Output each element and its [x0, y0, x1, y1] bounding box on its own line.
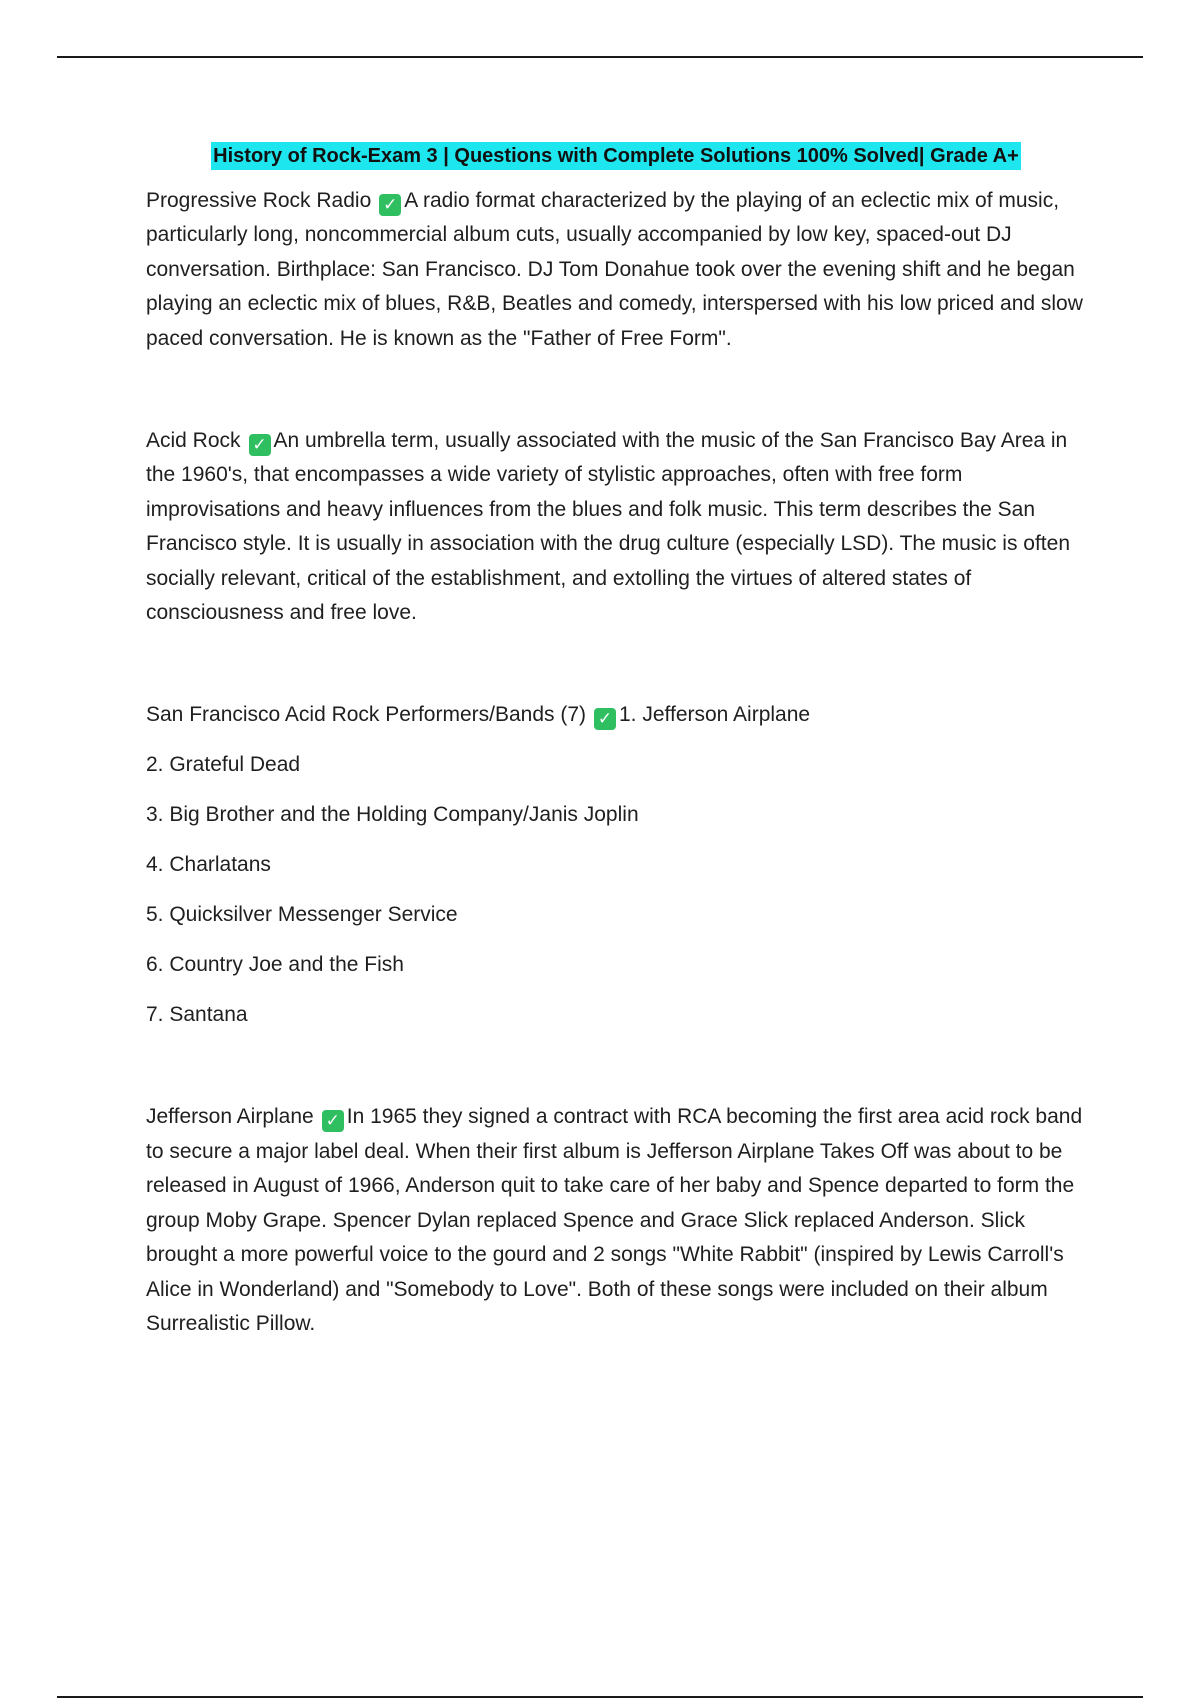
qa-entry-acid-rock — [146, 424, 1086, 630]
term: Acid Rock — [146, 429, 241, 453]
document-title: History of Rock-Exam 3 | Questions with Complete Solutions 100% Solved| Grade A+ — [211, 142, 1021, 170]
spacer — [146, 1048, 1086, 1100]
list-item: 7. Santana — [146, 1003, 248, 1027]
term: Jefferson Airplane — [146, 1105, 314, 1129]
document-page — [146, 142, 1086, 1341]
answer: A radio format characterized by the playing of an eclectic mix of music, particularly long, noncommercial album cuts, usually accompanied by low key, spaced-out DJ conversation. Birthplace: San Francisco. DJ Tom Donahue took over the evening shift and he began playing an eclectic mix of blues, R&B, Beatles and comedy, interspersed with his low priced and slow paced conversation. He is known as the "Father of Free Form". — [146, 189, 1083, 350]
check-mark-icon: ✓ — [249, 434, 271, 456]
list-item: 3. Big Brother and the Holding Company/Janis Joplin — [146, 803, 639, 827]
spacer — [146, 356, 1086, 424]
list-item: 6. Country Joe and the Fish — [146, 953, 404, 977]
check-mark-icon: ✓ — [594, 708, 616, 730]
qa-entry-jefferson-airplane — [146, 1100, 1086, 1341]
qa-entry-progressive-rock-radio — [146, 184, 1086, 356]
list-item: 4. Charlatans — [146, 853, 271, 877]
answer: In 1965 they signed a contract with RCA becoming the first area acid rock band to secure a major label deal. When their first album is Jefferson Airplane Takes Off was about to be released in August of 1966, Anderson quit to take care of her baby and Spence departed to form the group Moby Grape. Spencer Dylan replaced Spence and Grace Slick replaced Anderson. Slick brought a more powerful voice to the gourd and 2 songs "White Rabbit" (inspired by Lewis Carroll's Alice in Wonderland) and "Somebody to Love". Both of these songs were included on their album Surrealistic Pillow. — [146, 1105, 1083, 1335]
check-mark-icon: ✓ — [322, 1110, 344, 1132]
top-rule — [57, 56, 1143, 58]
title-wrap — [146, 142, 1086, 170]
qa-entry-sf-bands — [146, 698, 1086, 732]
bottom-rule — [57, 1696, 1143, 1698]
list-item: 2. Grateful Dead — [146, 753, 301, 777]
term: Progressive Rock Radio — [146, 189, 372, 212]
answer: An umbrella term, usually associated with the music of the San Francisco Bay Area in the 1960's, that encompasses a wide variety of stylistic approaches, often with free form improvisations and heavy influences from the blues and folk music. This term describes the San Francisco style. It is usually in association with the drug culture (especially LSD). The music is often socially relevant, critical of the establishment, and extolling the virtues of altered states of consciousness and free love. — [146, 429, 1070, 625]
term: San Francisco Acid Rock Performers/Bands (7) — [146, 703, 586, 727]
answer: 1. Jefferson Airplane — [619, 703, 811, 727]
list-item: 5. Quicksilver Messenger Service — [146, 903, 458, 927]
spacer — [146, 630, 1086, 698]
check-mark-icon: ✓ — [379, 194, 401, 216]
